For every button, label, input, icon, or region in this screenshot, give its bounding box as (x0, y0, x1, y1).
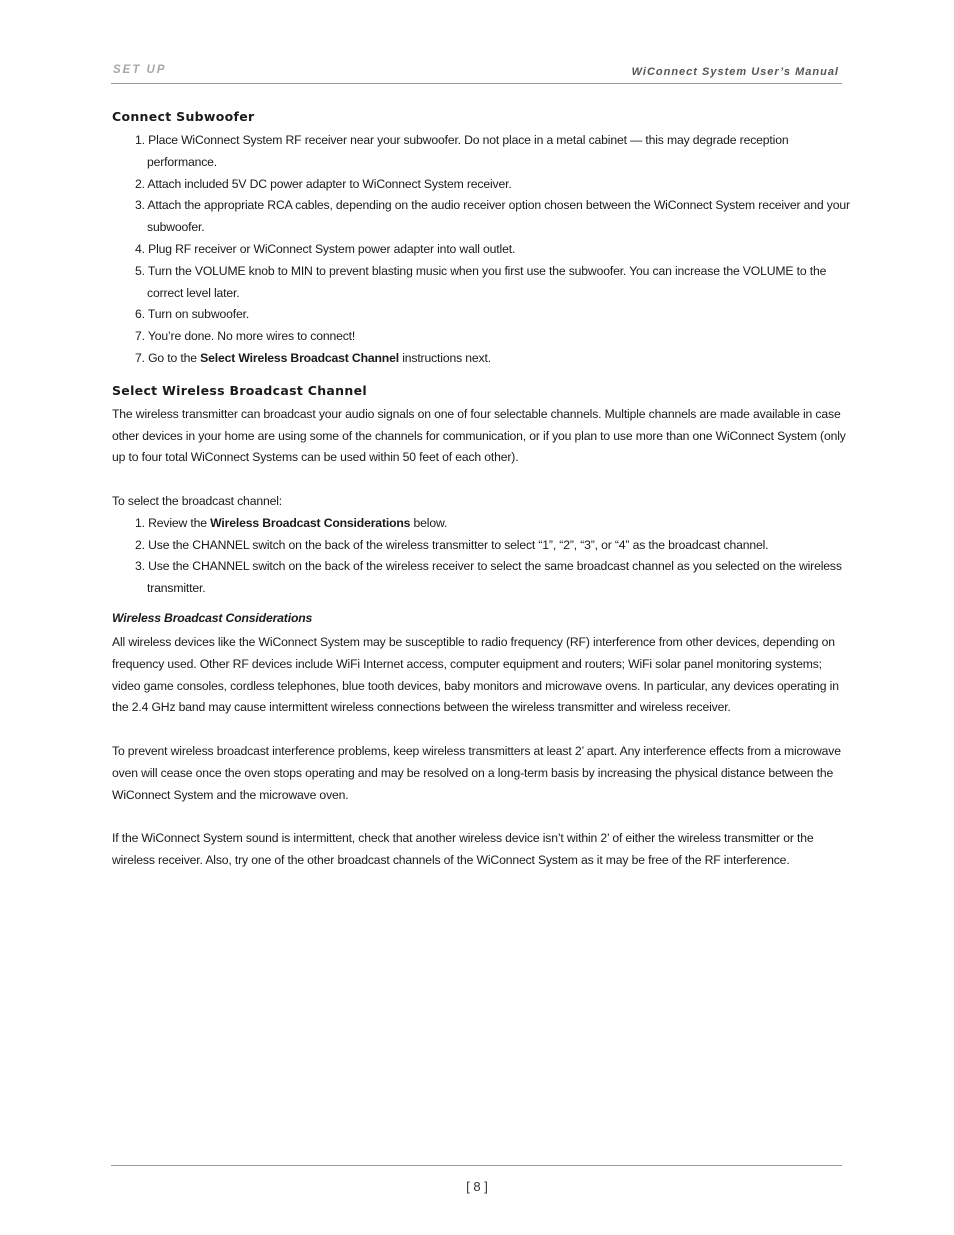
list-item: 2. Use the CHANNEL switch on the back of the wireless transmitter to select “1”, “2”, “3”, or “4” as the broadcast channel. (135, 537, 769, 552)
footer-divider (111, 1165, 842, 1166)
select-channel-lead: To select the broadcast channel: (112, 493, 282, 508)
select-channel-steps (112, 513, 850, 600)
step-prefix: 7. Go to the (135, 350, 201, 365)
page-content (112, 104, 850, 872)
step-prefix: 1. Review the (135, 515, 211, 530)
considerations-paragraph: If the WiConnect System sound is intermittent, check that another wireless device isn’t within 2’ of either the wireless transmitter or the wireless receiver. Also, try one of the other broadcast channels of the WiConnect System as it may be free of the RF interference. (112, 831, 814, 867)
list-item (112, 348, 850, 370)
select-channel-intro: The wireless transmitter can broadcast your audio signals on one of four selectable channels. Multiple channels are made available in case other devices in your home are using some of the channels for communication, or if you plan to use more than one WiConnect System (only up to four total WiConnect Systems can be used within 50 feet of each other). (112, 406, 846, 465)
step-bold-reference: Wireless Broadcast Considerations (210, 515, 411, 530)
list-item: 1. Place WiConnect System RF receiver near your subwoofer. Do not place in a metal cabinet — this may degrade reception performance. (135, 133, 789, 169)
step-suffix: instructions next. (398, 350, 491, 365)
connect-subwoofer-heading: Connect Subwoofer (112, 109, 255, 124)
step-suffix: below. (410, 515, 448, 530)
list-item: 6. Turn on subwoofer. (135, 307, 250, 322)
manual-title: WiConnect System User’s Manual (631, 66, 839, 78)
list-item (112, 513, 850, 535)
header-divider (111, 83, 842, 84)
list-item: 4. Plug RF receiver or WiConnect System power adapter into wall outlet. (135, 241, 516, 256)
considerations-paragraph: All wireless devices like the WiConnect System may be susceptible to radio frequency (RF) interference from other devices, depending on frequency used. Other RF devices include WiFi Internet access, computer equipment and routers; WiFi solar panel monitoring systems; video game consoles, cordless telephones, blue tooth devices, baby monitors and microwave ovens. In particular, any devices operating in the 2.4 GHz band may cause intermittent wireless connections between the wireless transmitter and wireless receiver. (112, 634, 839, 715)
list-item: 3. Attach the appropriate RCA cables, depending on the audio receiver option chosen between the WiConnect System receiver and your subwoofer. (135, 198, 850, 235)
considerations-heading: Wireless Broadcast Considerations (112, 610, 313, 625)
connect-subwoofer-steps (112, 130, 850, 370)
list-item: 7. You’re done. No more wires to connect! (135, 329, 356, 344)
select-channel-heading: Select Wireless Broadcast Channel (112, 382, 367, 398)
section-label: SET UP (113, 64, 167, 76)
list-item: 2. Attach included 5V DC power adapter to WiConnect System receiver. (135, 176, 512, 191)
list-item: 3. Use the CHANNEL switch on the back of the wireless receiver to select the same broadcast channel as you selected on the wireless transmitter. (135, 559, 842, 596)
considerations-paragraph: To prevent wireless broadcast interference problems, keep wireless transmitters at least 2’ apart. Any interference effects from a microwave oven will cease once the oven stops operating and may be resolved on a long-term basis by increasing the physical distance between the WiConnect System and the microwave oven. (112, 743, 841, 802)
step-bold-reference: Select Wireless Broadcast Channel (200, 350, 399, 365)
list-item: 5. Turn the VOLUME knob to MIN to prevent blasting music when you first use the subwoofer. You can increase the VOLUME to the correct level later. (135, 263, 827, 300)
page-number: [ 8 ] (466, 1179, 488, 1194)
